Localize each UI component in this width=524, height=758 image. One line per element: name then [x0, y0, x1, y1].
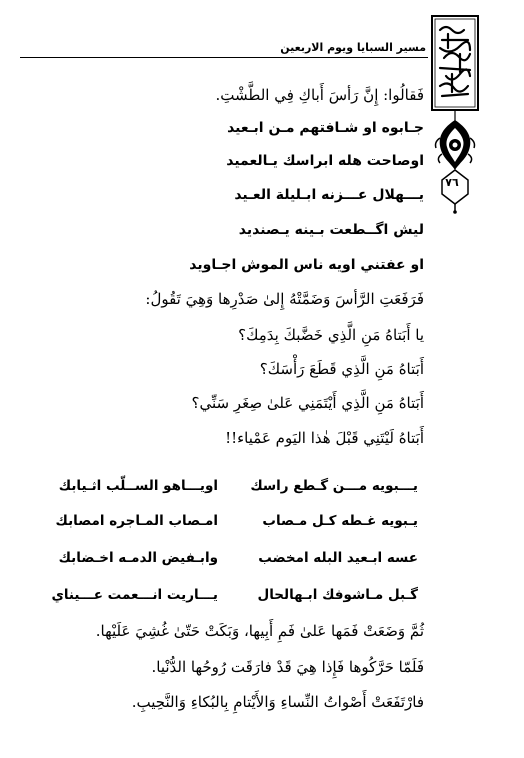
prose-line: أَبَتاهُ لَيْتَنِي قَبْلَ هٰذا اليَوم عَمْياء!!: [225, 429, 424, 447]
couplet: [20, 513, 418, 535]
verse-line: جـابوه او شـافتهم مـن ابـعيد: [227, 120, 424, 136]
closing-line: فارْتَفَعَتْ أَصْواتُ النِّساءِ وَالأَيْتامِ بِالبُكاءِ وَالنَّحِيبِ.: [131, 693, 424, 711]
running-header-title: مسير السبايا ويوم الاربعين: [280, 41, 426, 54]
couplet-second-half: اويـــاهو الســلّب اثـيابك: [58, 478, 218, 494]
verse-line: يـــهلال عـــزنه ابـليلة العـيد: [234, 187, 424, 203]
verse-line: او عفتني اويه ناس الموش اجـاويد: [189, 257, 424, 273]
couplet-first-half: عسه ابـعيد البله امخضب: [258, 550, 418, 566]
prose-line: أَبَتاهُ مَنِ الَّذِي قَطَعَ رَأْسَكَ؟: [259, 360, 424, 378]
couplet-first-half: گـبل مـاشوفك ابـهالحال: [257, 587, 418, 603]
closing-line: ثُمَّ وَضَعَتْ فَمَها عَلىٰ فَمِ أَبِيها، وَبَكَتْ حَتّىٰ غُشِيَ عَلَيْها.: [95, 622, 424, 640]
prose-line: فَرَفَعَتِ الرَّأسَ وَضَمَّتْهُ إِلىٰ صَدْرِها وَهِيَ تَقُولُ:: [145, 290, 424, 308]
couplet-second-half: يـــاريت انـــعمت عـــيناي: [51, 587, 218, 603]
header-rule: [20, 57, 428, 58]
couplet-second-half: وابـفيض الدمـه اخـضابك: [58, 550, 218, 566]
page-number: ٧٦: [445, 176, 459, 189]
closing-line: فَلَمّا حَرَّكُوها فَإِذا هِيَ قَدْ فارَقَت رُوحُها الدُّنْيا.: [151, 658, 424, 676]
verse-line: ليش اگــطعت بـينه يـصنديد: [238, 222, 424, 238]
couplet-second-half: امـصاب المـاجره امصابك: [55, 513, 218, 529]
verse-line: اوصاحت هله ابراسك يـالعميد: [226, 153, 424, 169]
couplet-first-half: يـبويه غـطه كـل مـصاب: [262, 513, 418, 529]
couplet: [20, 478, 418, 500]
couplet: [20, 550, 418, 572]
couplet: [20, 587, 418, 609]
prose-line: يا أَبَتاهُ مَنِ الَّذِي خَضَّبكَ بِدَمِكَ؟: [238, 326, 424, 344]
prose-line: أَبَتاهُ مَنِ الَّذِي أَيْتَمَنِي عَلىٰ صِغَرِ سَنِّي؟: [191, 394, 424, 412]
intro-line: فَقالُوا: إِنَّ رَأسَ أَباكِ فِي الطَّشْتِ.: [215, 86, 424, 104]
couplet-first-half: يـــبويه مـــن گـطع راسك: [250, 478, 418, 494]
